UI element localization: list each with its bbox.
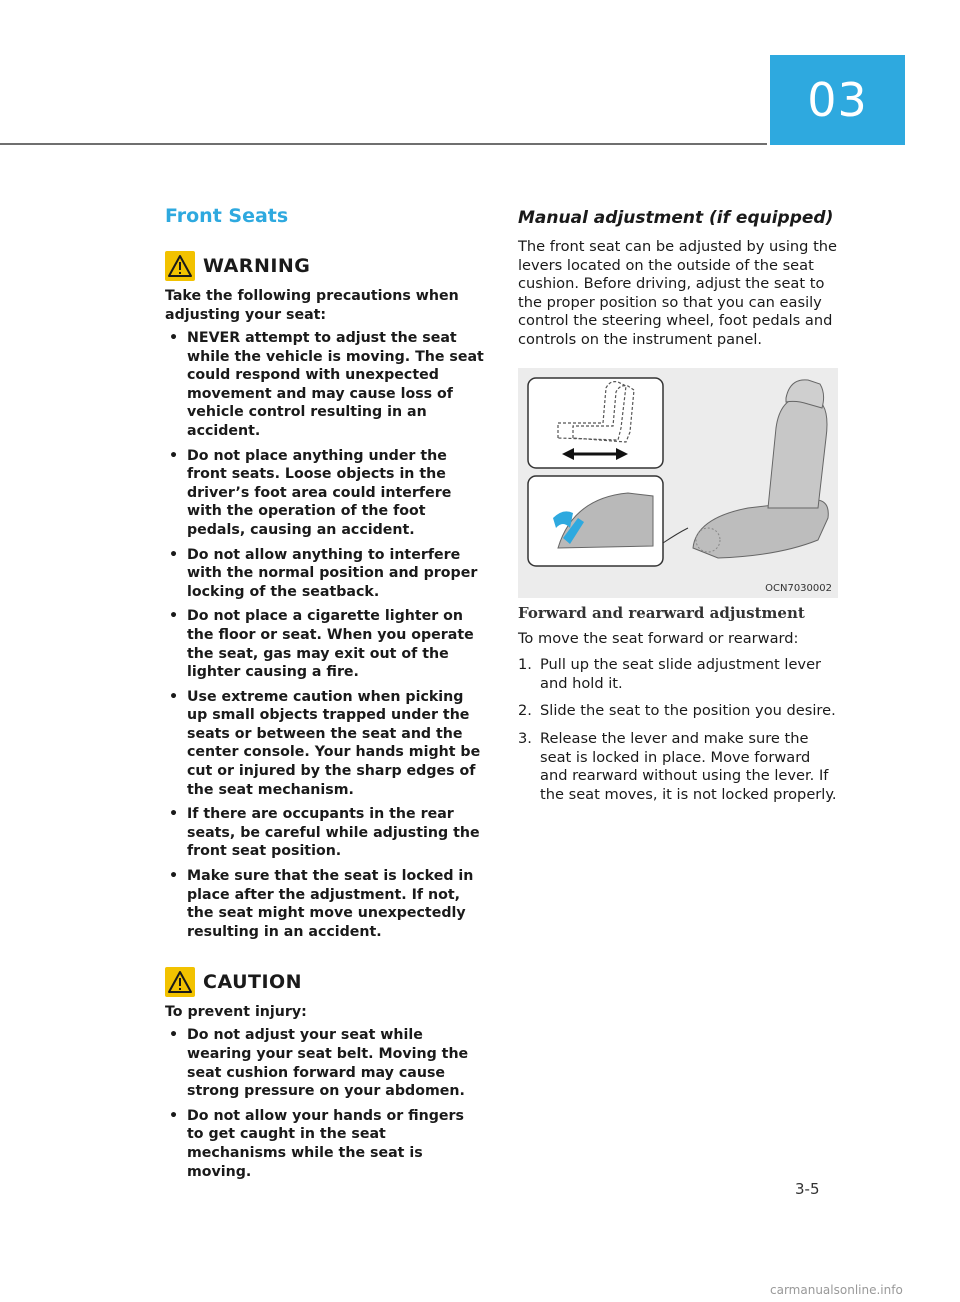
manual-adjustment-title: Manual adjustment (if equipped) <box>518 208 834 228</box>
list-item: • Make sure that the seat is locked in place after the adjustment. If not, the seat might move unexpectedly resulting in an accident. <box>169 868 474 940</box>
list-item: • Do not allow your hands or fingers to get caught in the seat mechanisms while the seat is moving. <box>169 1107 464 1180</box>
list-item: 2. Slide the seat to the position you desire. <box>518 702 836 720</box>
list-item: • Do not place anything under the front seats. Loose objects in the driver’s foot area could interfere with the operation of the foot pedals, causing an accident. <box>169 447 452 538</box>
warning-header <box>165 251 485 281</box>
warning-intro: Take the following precautions when adjusting your seat: <box>165 288 459 323</box>
warning-title: WARNING <box>203 255 311 277</box>
right-column <box>518 205 840 813</box>
page-number: 3-5 <box>795 1180 820 1198</box>
caution-header <box>165 967 485 997</box>
list-item: 1. Pull up the seat slide adjustment lever and hold it. <box>518 656 822 692</box>
caution-list <box>165 1026 485 1181</box>
list-item: • NEVER attempt to adjust the seat while the vehicle is moving. The seat could respond with unexpected movement and may cause loss of vehicle control resulting in an accident. <box>169 330 484 439</box>
left-column <box>165 205 485 1187</box>
manual-adjustment-text: The front seat can be adjusted by using the levers located on the outside of the seat cushion. Before driving, adjust the seat to the proper position so that you can easily control the steering wheel, foot pedals and controls on the instrument panel. <box>518 238 838 348</box>
list-item: • Do not place a cigarette lighter on the floor or seat. When you operate the seat, gas may exit out of the lighter causing a fire. <box>169 608 474 681</box>
header-rule <box>0 143 767 145</box>
caution-intro: To prevent injury: <box>165 1004 307 1021</box>
list-item: • Do not allow anything to interfere with the normal position and proper locking of the seatback. <box>169 546 478 600</box>
warning-icon <box>165 251 195 281</box>
steps-intro: To move the seat forward or rearward: <box>518 629 799 647</box>
list-item: 3. Release the lever and make sure the seat is locked in place. Move forward and rearward without using the lever. If the seat moves, it is not locked properly. <box>518 729 837 803</box>
steps-list <box>518 656 840 804</box>
list-item: • If there are occupants in the rear seats, be careful while adjusting the front seat position. <box>169 806 480 860</box>
seat-adjustment-figure <box>518 368 838 598</box>
section-title: Front Seats <box>165 205 289 227</box>
warning-list <box>165 329 485 941</box>
caution-icon <box>165 967 195 997</box>
chapter-tab: 03 <box>770 55 905 145</box>
seat-illustration <box>518 368 838 598</box>
figure-code: OCN7030002 <box>765 582 832 594</box>
watermark: carmanualsonline.info <box>770 1283 903 1297</box>
caution-title: CAUTION <box>203 971 303 994</box>
list-item: • Use extreme caution when picking up small objects trapped under the seats or between the seat and the center console. Your hands might be cut or injured by the sharp edges of the seat mechanism. <box>169 688 481 798</box>
list-item: • Do not adjust your seat while wearing your seat belt. Moving the seat cushion forward may cause strong pressure on your abdomen. <box>169 1027 469 1100</box>
figure-caption: Forward and rearward adjustment <box>518 603 805 622</box>
